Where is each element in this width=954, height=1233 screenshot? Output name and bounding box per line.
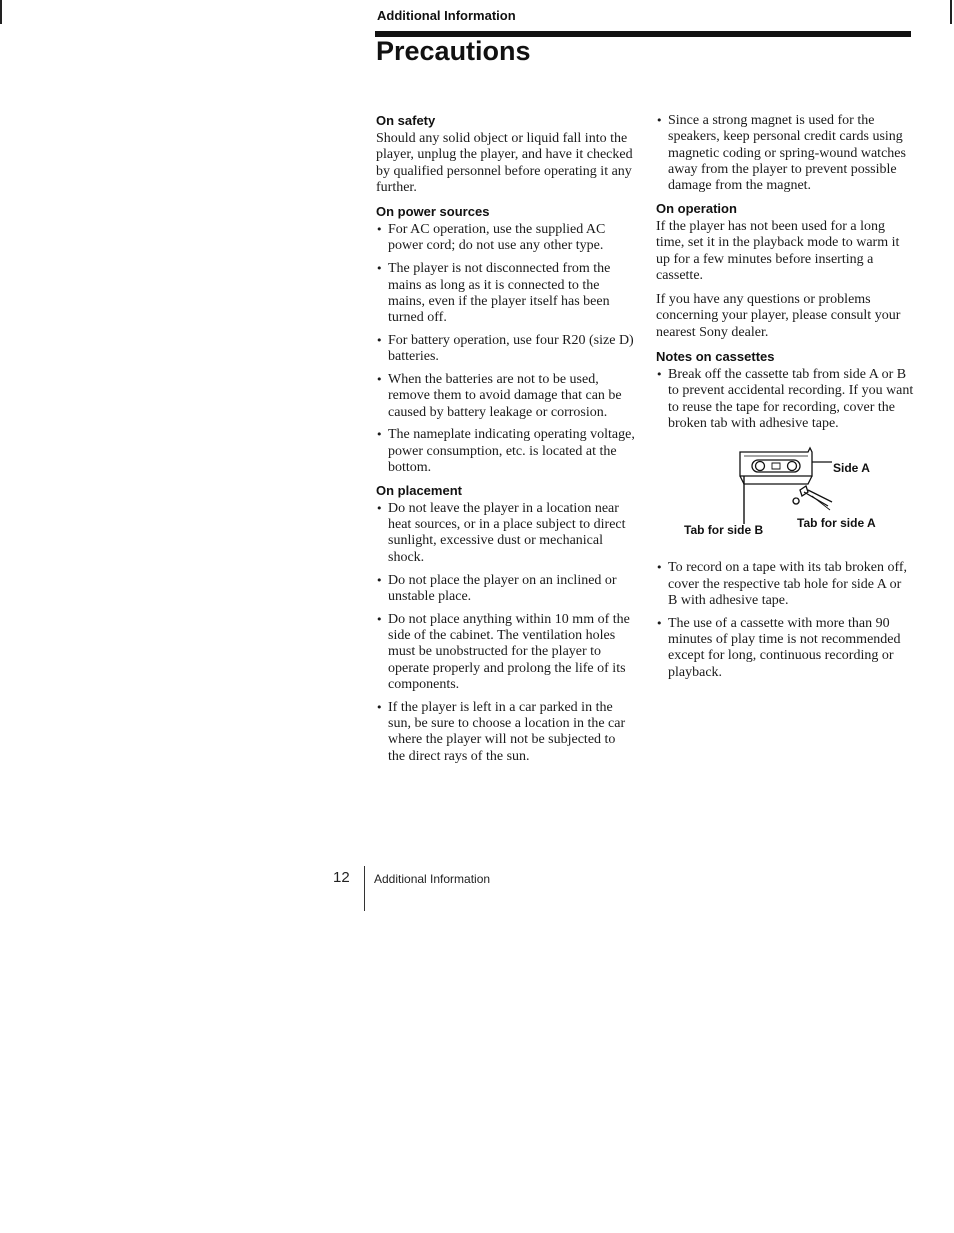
operation-text-1: If the player has not been used for a long time, set it in the playback mode to warm it up for a few minutes before inserting a cassette. bbox=[656, 218, 900, 283]
label-side-a: Side A bbox=[833, 461, 870, 476]
heading-on-operation: On operation bbox=[656, 200, 737, 216]
footer-divider bbox=[364, 866, 365, 911]
list-item: • When the batteries are not to be used, remove them to avoid damage that can be caused by battery leakage or corrosion. bbox=[376, 372, 636, 421]
heading-on-placement: On placement bbox=[376, 482, 462, 498]
label-tab-side-b: Tab for side B bbox=[684, 523, 764, 538]
heading-on-power-sources: On power sources bbox=[376, 204, 490, 220]
list-item: • Do not place anything within 10 mm of the side of the cabinet. The ventilation holes must be unobstructed for the player to operate properly and prolong the life of its components. bbox=[376, 612, 636, 693]
list-item: • For AC operation, use the supplied AC power cord; do not use any other type. bbox=[376, 222, 636, 255]
safety-text: Should any solid object or liquid fall into the player, unplug the player, and have it checked by qualified personnel before operating it any further. bbox=[376, 131, 633, 195]
scan-edge-left bbox=[0, 0, 2, 24]
scan-edge-right bbox=[950, 0, 952, 24]
list-item: • Do not place the player on an inclined or unstable place. bbox=[376, 573, 636, 606]
list-item: • The nameplate indicating operating voltage, power consumption, etc. is located at the bottom. bbox=[376, 427, 636, 476]
page-title: Precautions bbox=[376, 36, 531, 66]
list-item: • The use of a cassette with more than 90 minutes of play time is not recommended except for long, continuous recording or playback. bbox=[656, 616, 914, 681]
list-item: • Do not leave the player in a location near heat sources, or in a place subject to direct sunlight, excessive dust or mechanical shock. bbox=[376, 501, 636, 566]
power-list bbox=[376, 222, 636, 476]
cassette-list-2 bbox=[656, 560, 914, 681]
magnet-list bbox=[656, 113, 914, 194]
left-column bbox=[376, 113, 636, 771]
page-number: 12 bbox=[333, 869, 350, 886]
right-column bbox=[656, 113, 914, 687]
list-item: • Break off the cassette tab from side A or B to prevent accidental recording. If you want to reuse the tape for recording, cover the broken tab with adhesive tape. bbox=[656, 367, 914, 432]
list-item: • The player is not disconnected from the mains as long as it is connected to the mains, even if the player itself has been turned off. bbox=[376, 261, 636, 326]
footer-section: Additional Information bbox=[374, 872, 491, 886]
list-item: • If the player is left in a car parked in the sun, be sure to choose a location in the car where the player will not be subjected to the direct rays of the sun. bbox=[376, 700, 636, 765]
list-item: • Since a strong magnet is used for the speakers, keep personal credit cards using magnetic coding or spring-wound watches away from the player to prevent possible damage from the magnet. bbox=[656, 113, 914, 194]
operation-text-2: If you have any questions or problems concerning your player, please consult your nearest Sony dealer. bbox=[656, 292, 901, 340]
list-item: • To record on a tape with its tab broken off, cover the respective tab hole for side A or B with adhesive tape. bbox=[656, 560, 914, 609]
cassette-tab-diagram bbox=[656, 446, 914, 554]
heading-notes-on-cassettes: Notes on cassettes bbox=[656, 349, 775, 365]
section-label: Additional Information bbox=[377, 8, 516, 23]
heading-on-safety: On safety bbox=[376, 113, 436, 128]
placement-list bbox=[376, 501, 636, 765]
label-tab-side-a: Tab for side A bbox=[797, 516, 876, 531]
cassette-list-1 bbox=[656, 367, 914, 432]
list-item: • For battery operation, use four R20 (size D) batteries. bbox=[376, 333, 636, 366]
